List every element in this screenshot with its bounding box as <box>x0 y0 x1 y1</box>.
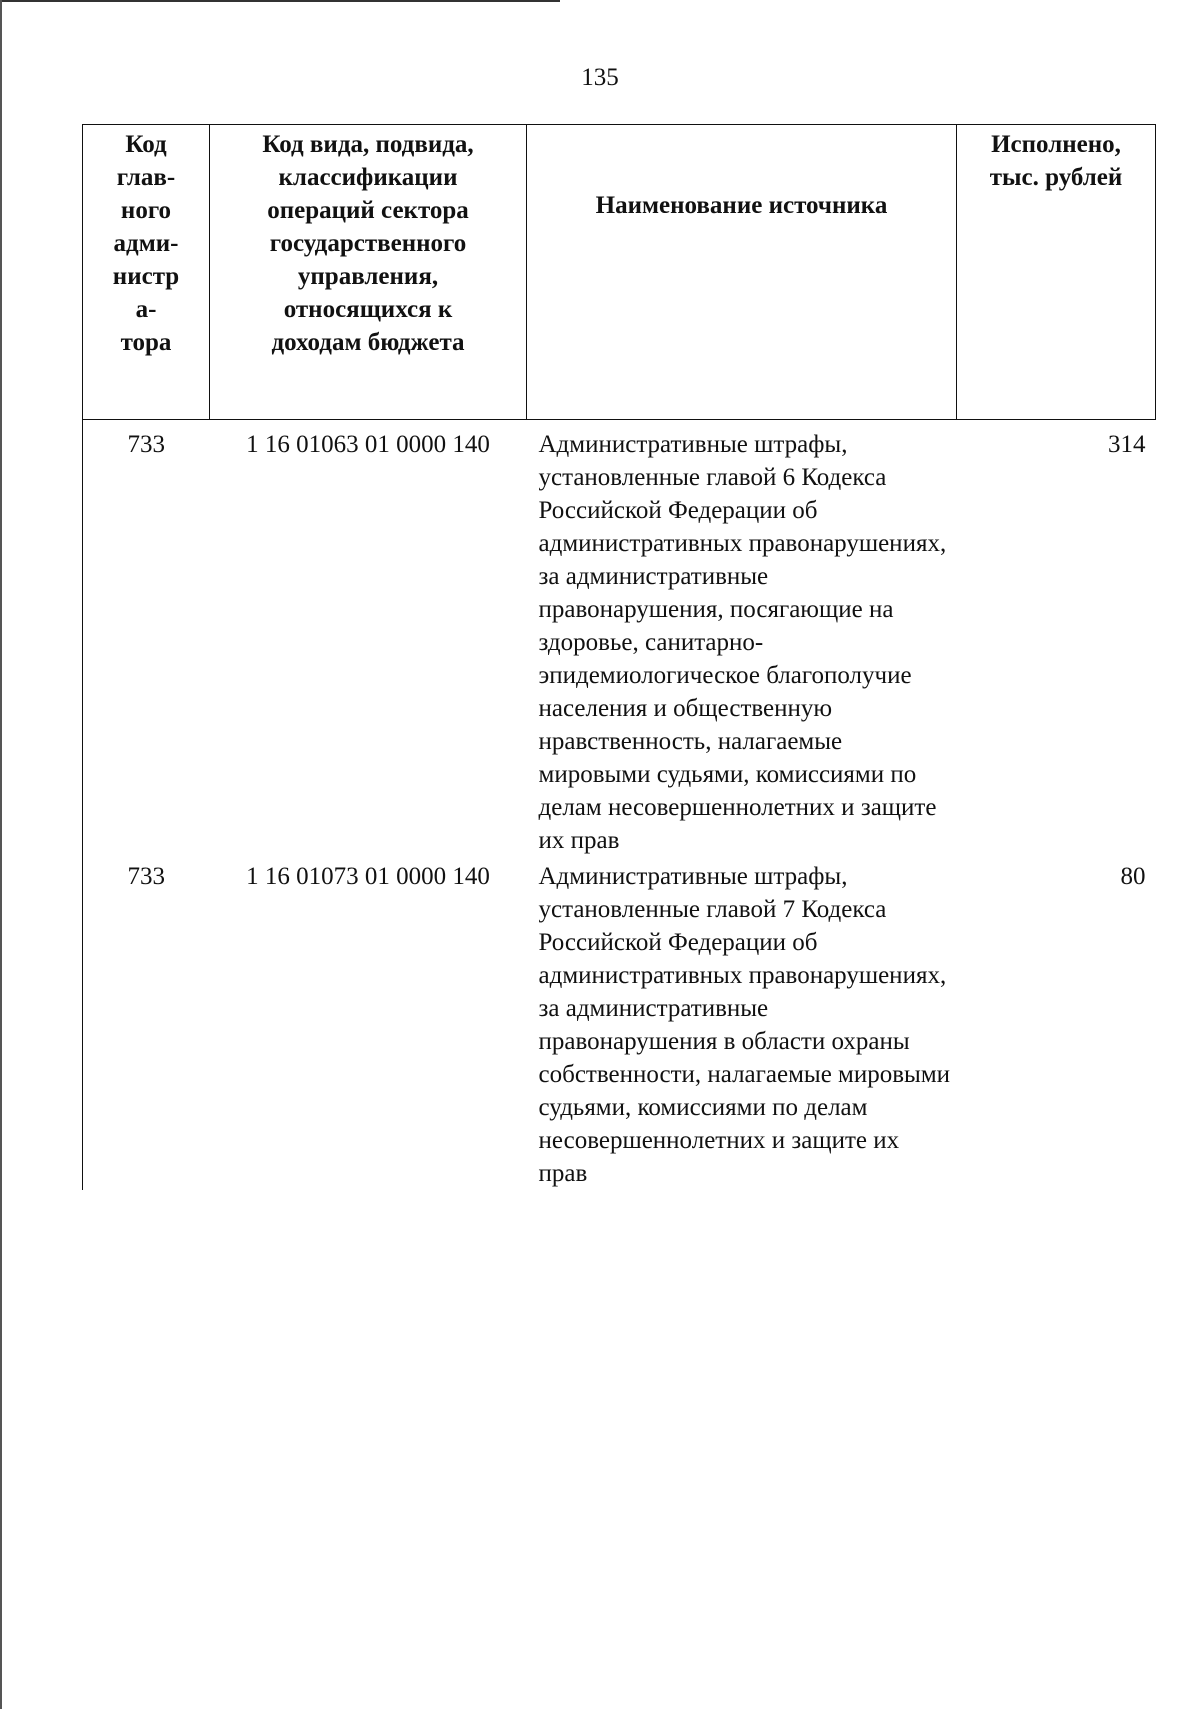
page-number: 135 <box>581 64 619 91</box>
row-admin-code: 733 <box>83 857 210 1190</box>
scan-edge-top <box>0 0 560 2</box>
row-source-name: Административные штрафы, установленные главой 6 Кодекса Российской Федерации об административных правонарушениях, за административные правонарушения, посягающие на здоровье, санитарно-эпидемиологическое благополучие населения и общественную нравственность, налагаемые мировыми судьями, комиссиями по делам несовершеннолетних и защите их прав <box>538 431 947 854</box>
row-revenue-code: 1 16 01063 01 0000 140 <box>246 431 490 458</box>
row-source-name: Административные штрафы, установленные главой 7 Кодекса Российской Федерации об административных правонарушениях, за административные правонарушения в области охраны собственности, налагаемые мировыми судьями, комиссиями по делам несовершеннолетних и защите их прав <box>538 863 951 1187</box>
row-executed: 80 <box>1120 863 1146 890</box>
table-header-row <box>83 125 1156 420</box>
revenue-table <box>82 124 1156 1190</box>
row-admin-code: 733 <box>83 420 210 858</box>
header-revenue-code: Код вида, подвида, классификации операций сектора государственного управления, относящихся к доходам бюджета <box>210 125 527 420</box>
scan-edge-left <box>0 0 2 1709</box>
row-executed: 314 <box>1108 431 1146 458</box>
header-admin-code: Код глав-ного адми-нистра-тора <box>83 125 210 420</box>
header-source-name: Наименование источника <box>527 125 957 420</box>
table-row <box>83 857 1156 1190</box>
row-revenue-code: 1 16 01073 01 0000 140 <box>246 863 490 890</box>
header-executed: Исполнено, тыс. рублей <box>957 125 1156 420</box>
table-row <box>83 420 1156 858</box>
